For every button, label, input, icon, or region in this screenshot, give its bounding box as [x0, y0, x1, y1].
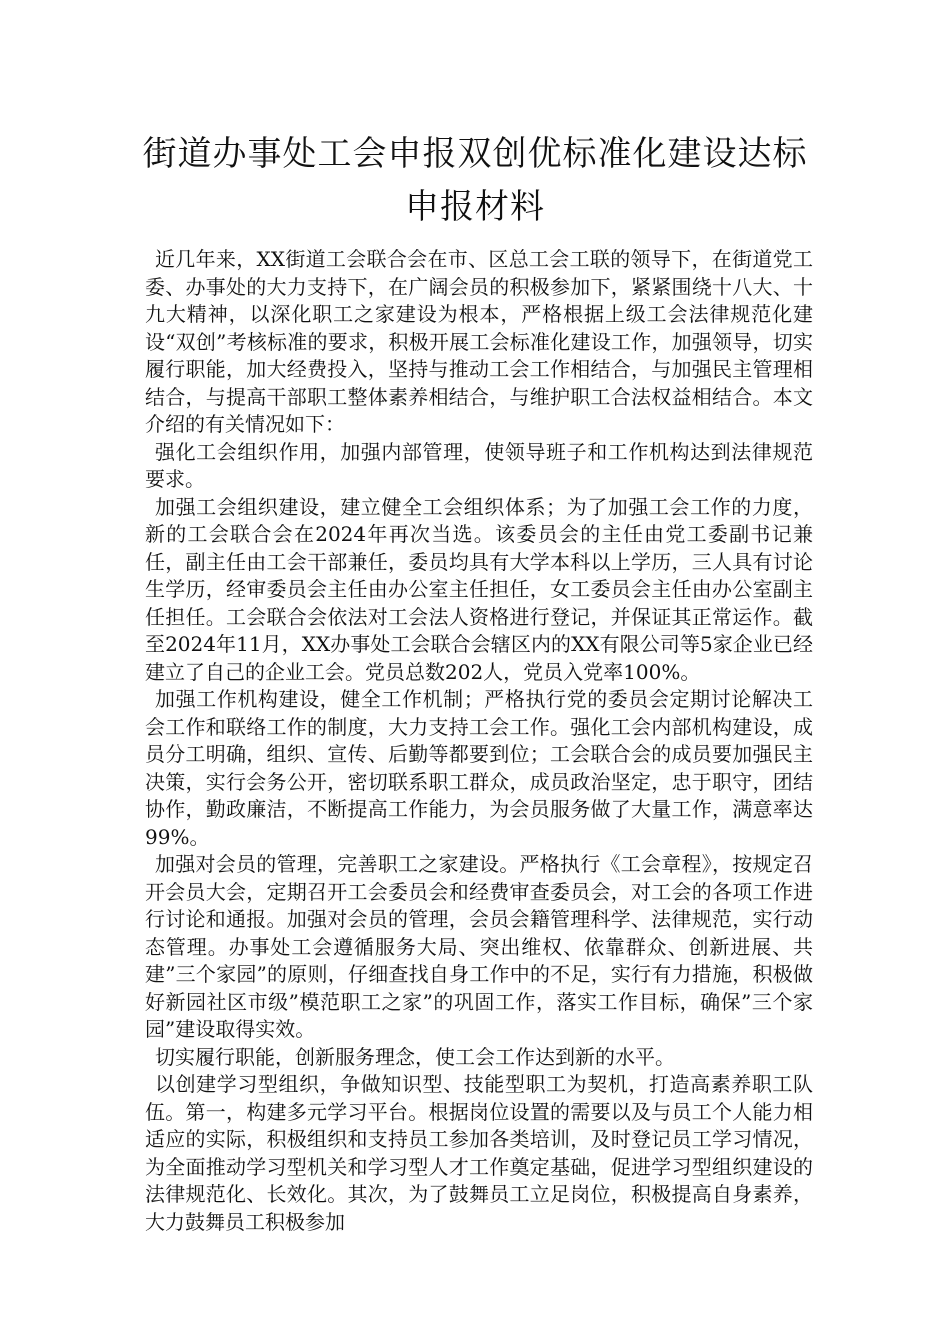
document-body [145, 246, 813, 1236]
paragraph-learning-organization: 以创建学习型组织，争做知识型、技能型职工为契机，打造高素养职工队伍。第一，构建多元学习平台。根据岗位设置的需要以及与员工个人能力相适应的实际，积极组织和支持员工参加各类培训，及时登记员工学习情况，为全面推动学习型机关和学习型人才工作奠定基础，促进学习型组织建设的法律规范化、长效化。其次，为了鼓舞员工立足岗位，积极提高自身素养，大力鼓舞员工积极参加 [145, 1072, 813, 1234]
paragraph-intro: 近几年来，XX街道工会联合会在市、区总工会工联的领导下，在街道党工委、办事处的大力支持下，在广阔会员的积极参加下，紧紧围绕十八大、十九大精神，以深化职工之家建设为根本，严格根据上级工会法律规范化建设“双创”考核标准的要求，积极开展工会标准化建设工作，加强领导，切实履行职能，加大经费投入，坚持与推动工会工作相结合，与加强民主管理相结合，与提高干部职工整体素养相结合，与维护职工合法权益相结合。本文介绍的有关情况如下： [145, 247, 813, 436]
paragraph-heading-service: 切实履行职能，创新服务理念，使工会工作达到新的水平。 [155, 1044, 675, 1069]
paragraph-organization-building: 加强工会组织建设，建立健全工会组织体系；为了加强工会工作的力度，新的工会联合会在2024年再次当选。该委员会的主任由党工委副书记兼任，副主任由工会干部兼任，委员均具有大学本科以上学历，三人具有讨论生学历，经审委员会主任由办公室主任担任，女工委员会主任由办公室副主任担任。工会联合会依法对工会法人资格进行登记，并保证其正常运作。截至2024年11月，XX办事处工会联合会辖区内的XX有限公司等5家企业已经建立了自己的企业工会。党员总数202人，党员入党率100%。 [145, 494, 813, 684]
paragraph-heading-organization: 强化工会组织作用，加强内部管理，使领导班子和工作机构达到法律规范要求。 [145, 439, 813, 491]
paragraph-member-management: 加强对会员的管理，完善职工之家建设。严格执行《工会章程》，按规定召开会员大会，定期召开工会委员会和经费审查委员会，对工会的各项工作进行讨论和通报。加强对会员的管理，会员会籍管理科学、法律规范，实行动态管理。办事处工会遵循服务大局、突出维权、依靠群众、创新进展、共建”三个家园”的原则，仔细查找自身工作中的不足，实行有力措施，积极做好新园社区市级”模范职工之家”的巩固工作，落实工作目标，确保”三个家园”建设取得实效。 [145, 852, 813, 1041]
paragraph-working-bodies: 加强工作机构建设，健全工作机制；严格执行党的委员会定期讨论解决工会工作和联络工作的制度，大力支持工会工作。强化工会内部机构建设，成员分工明确，组织、宣传、后勤等都要到位；工会联合会的成员要加强民主决策，实行会务公开，密切联系职工群众，成员政治坚定，忠于职守，团结协作，勤政廉洁，不断提高工作能力，为会员服务做了大量工作，满意率达99%。 [145, 687, 813, 849]
document-title: 街道办事处工会申报双创优标准化建设达标申报材料 [142, 134, 808, 227]
